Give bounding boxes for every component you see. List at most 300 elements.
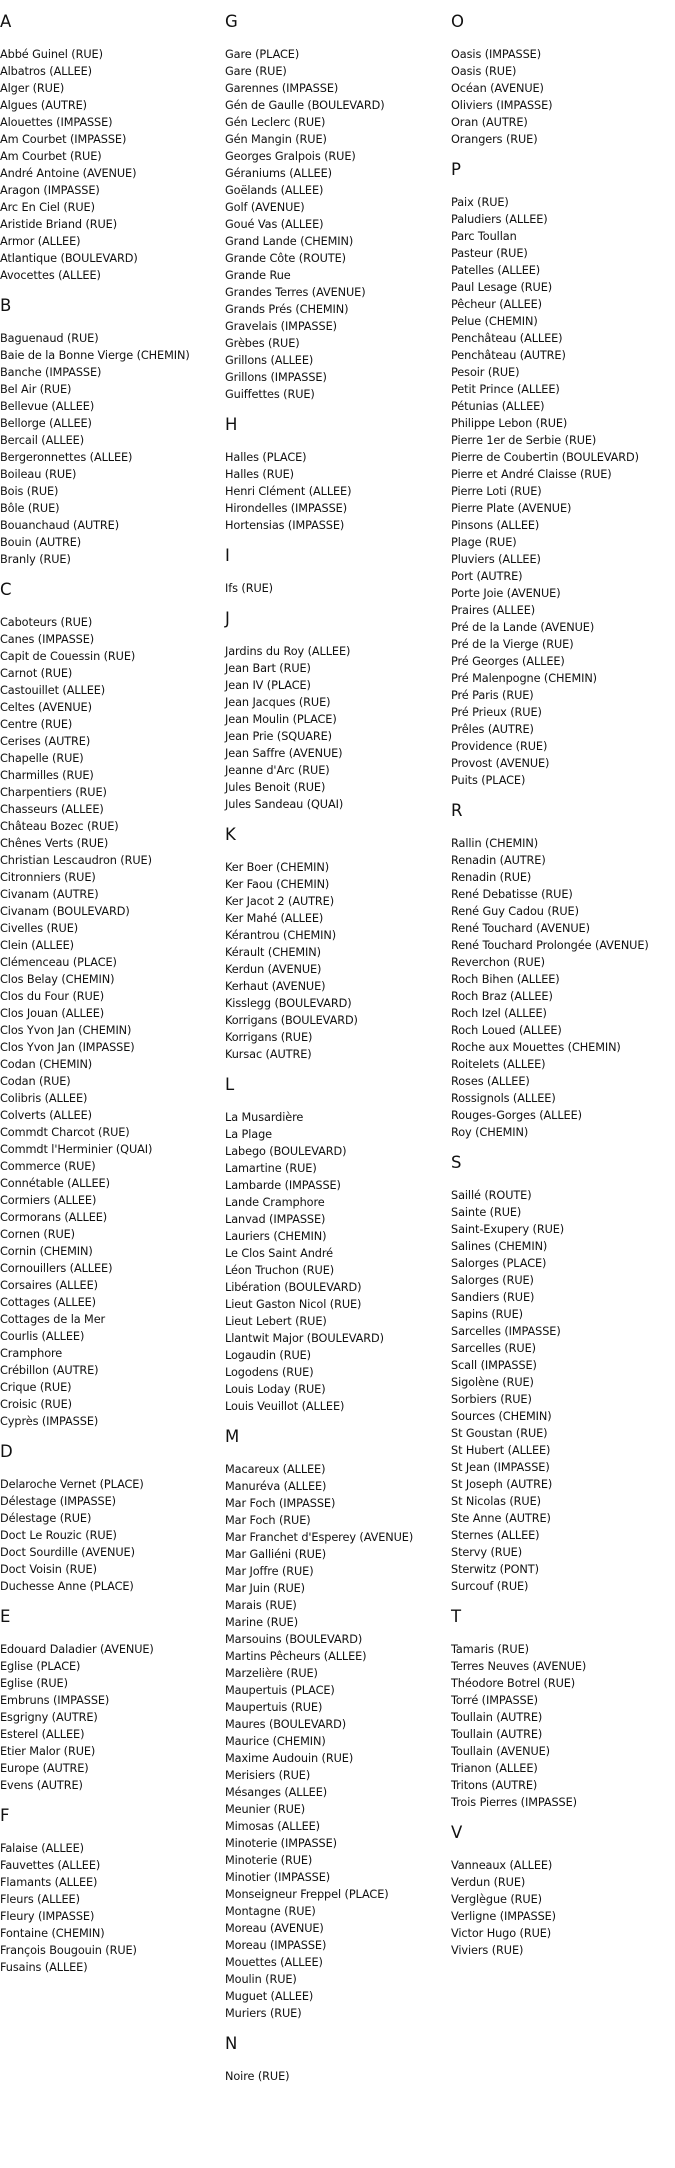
street-entry: Manuréva (ALLEE) [225, 1480, 327, 1493]
street-entry: Cyprès (IMPASSE) [0, 1415, 99, 1428]
street-entry: Banche (IMPASSE) [0, 366, 102, 379]
letter-section [225, 1426, 450, 2022]
street-entry: Rouges-Gorges (ALLEE) [451, 1109, 582, 1122]
index-column [451, 0, 675, 1959]
street-entry: Roche aux Mouettes (CHEMIN) [451, 1041, 621, 1054]
street-entry: Roitelets (ALLEE) [451, 1058, 546, 1071]
street-entry: Clos Yvon Jan (IMPASSE) [0, 1041, 135, 1054]
street-entry: Renadin (RUE) [451, 871, 532, 884]
street-entry: Louis Veuillot (ALLEE) [225, 1400, 345, 1413]
street-entry: Sapins (RUE) [451, 1308, 523, 1321]
street-entry: Jean Prie (SQUARE) [225, 730, 332, 743]
street-entry: Gén Leclerc (RUE) [225, 116, 326, 129]
street-entry: Saint-Exupery (RUE) [451, 1223, 565, 1236]
street-entry: Aristide Briand (RUE) [0, 218, 118, 231]
street-entry: Ste Anne (AUTRE) [451, 1512, 551, 1525]
street-entry: Merisiers (RUE) [225, 1769, 311, 1782]
street-entry: Golf (AVENUE) [225, 201, 305, 214]
street-entry: Roses (ALLEE) [451, 1075, 530, 1088]
street-entry: Kisslegg (BOULEVARD) [225, 997, 352, 1010]
street-entry: Lamartine (RUE) [225, 1162, 317, 1175]
street-entry: Roch Bihen (ALLEE) [451, 973, 560, 986]
street-entry: Grillons (ALLEE) [225, 354, 314, 367]
street-entry: Evens (AUTRE) [0, 1779, 83, 1792]
street-entry: Baguenaud (RUE) [0, 332, 99, 345]
street-entry: Grands Prés (CHEMIN) [225, 303, 349, 316]
street-entry: Jules Benoit (RUE) [225, 781, 326, 794]
street-entry: Am Courbet (IMPASSE) [0, 133, 127, 146]
street-entry: Bois (RUE) [0, 485, 59, 498]
street-entry: Toullain (AUTRE) [451, 1728, 543, 1741]
street-entry: Salines (CHEMIN) [451, 1240, 548, 1253]
street-entry: Connétable (ALLEE) [0, 1177, 110, 1190]
street-entry: Bellevue (ALLEE) [0, 400, 95, 413]
street-entry: Moreau (AVENUE) [225, 1922, 324, 1935]
street-entry: Trianon (ALLEE) [451, 1762, 538, 1775]
street-entry: Pêcheur (ALLEE) [451, 298, 542, 311]
section-letter-heading: I [225, 546, 230, 565]
street-entry: Alouettes (IMPASSE) [0, 116, 113, 129]
street-entry: Penchâteau (AUTRE) [451, 349, 566, 362]
street-entry: Praires (ALLEE) [451, 604, 536, 617]
street-entry: Mar Joffre (RUE) [225, 1565, 314, 1578]
street-entry: Tritons (AUTRE) [451, 1779, 538, 1792]
section-letter-heading: V [451, 1823, 463, 1842]
street-entry: Prêles (AUTRE) [451, 723, 534, 736]
street-entry: Marzelière (RUE) [225, 1667, 318, 1680]
street-entry: St Nicolas (RUE) [451, 1495, 541, 1508]
street-entry: Mimosas (ALLEE) [225, 1820, 320, 1833]
street-entry: Pétunias (ALLEE) [451, 400, 545, 413]
street-entry: Pré de la Lande (AVENUE) [451, 621, 595, 634]
letter-section [225, 11, 450, 403]
street-entry: Algues (AUTRE) [0, 99, 87, 112]
street-entry: Chasseurs (ALLEE) [0, 803, 104, 816]
street-entry: Jean Jacques (RUE) [225, 696, 331, 709]
street-entry: Lande Cramphore [225, 1196, 325, 1209]
street-entry: Pierre 1er de Serbie (RUE) [451, 434, 597, 447]
street-entry: Crébillon (AUTRE) [0, 1364, 99, 1377]
street-entry: Oasis (RUE) [451, 65, 517, 78]
street-entry: Bôle (RUE) [0, 502, 60, 515]
street-entry: Pasteur (RUE) [451, 247, 528, 260]
street-entry: Marais (RUE) [225, 1599, 297, 1612]
street-entry: Edouard Daladier (AVENUE) [0, 1643, 154, 1656]
street-entry: Roch Izel (ALLEE) [451, 1007, 547, 1020]
street-entry: Puits (PLACE) [451, 774, 526, 787]
street-entry: Délestage (IMPASSE) [0, 1495, 116, 1508]
street-entry: Ker Faou (CHEMIN) [225, 878, 330, 891]
street-entry: Bergeronnettes (ALLEE) [0, 451, 133, 464]
street-entry: Mar Foch (IMPASSE) [225, 1497, 336, 1510]
street-entry: Le Clos Saint André [225, 1247, 333, 1260]
street-entry: Pierre de Coubertin (BOULEVARD) [451, 451, 639, 464]
street-entry: Mar Juin (RUE) [225, 1582, 305, 1595]
street-entry: St Jean (IMPASSE) [451, 1461, 550, 1474]
section-letter-heading: N [225, 2034, 238, 2053]
street-entry: Corsaires (ALLEE) [0, 1279, 98, 1292]
section-letter-heading: F [0, 1806, 10, 1825]
section-letter-heading: O [451, 12, 464, 31]
street-entry: Jardins du Roy (ALLEE) [225, 645, 351, 658]
street-entry: La Plage [225, 1128, 273, 1141]
street-entry: Grèbes (RUE) [225, 337, 300, 350]
street-entry: René Debatisse (RUE) [451, 888, 573, 901]
street-entry: Tamaris (RUE) [451, 1643, 529, 1656]
street-entry: Porte Joie (AVENUE) [451, 587, 561, 600]
letter-section [225, 824, 450, 1063]
street-entry: Guiffettes (RUE) [225, 388, 315, 401]
street-entry: Reverchon (RUE) [451, 956, 545, 969]
street-entry: Pré de la Vierge (RUE) [451, 638, 574, 651]
street-entry: Sorbiers (RUE) [451, 1393, 532, 1406]
street-entry: François Bougouin (RUE) [0, 1944, 137, 1957]
street-entry: Roy (CHEMIN) [451, 1126, 529, 1139]
street-entry: Maupertuis (RUE) [225, 1701, 323, 1714]
street-entry: Muguet (ALLEE) [225, 1990, 314, 2003]
street-entry: Verdun (RUE) [451, 1876, 526, 1889]
letter-section [225, 414, 450, 534]
street-entry: Clos Yvon Jan (CHEMIN) [0, 1024, 132, 1037]
street-entry: Doct Voisin (RUE) [0, 1563, 97, 1576]
street-entry: Océan (AVENUE) [451, 82, 544, 95]
section-letter-heading: A [0, 12, 12, 31]
street-entry: Lambarde (IMPASSE) [225, 1179, 341, 1192]
street-entry: Gravelais (IMPASSE) [225, 320, 337, 333]
street-entry: Celtes (AVENUE) [0, 701, 92, 714]
street-entry: Lanvad (IMPASSE) [225, 1213, 326, 1226]
street-entry: St Joseph (AUTRE) [451, 1478, 553, 1491]
street-entry: Crique (RUE) [0, 1381, 72, 1394]
section-letter-heading: H [225, 415, 238, 434]
street-entry: Cramphore [0, 1347, 63, 1360]
street-entry: Mar Franchet d'Esperey (AVENUE) [225, 1531, 414, 1544]
section-letter-heading: G [225, 12, 238, 31]
street-entry: Civelles (RUE) [0, 922, 79, 935]
street-entry: Grand Lande (CHEMIN) [225, 235, 354, 248]
street-entry: Grande Côte (ROUTE) [225, 252, 346, 265]
street-entry: Marsouins (BOULEVARD) [225, 1633, 363, 1646]
street-entry: Centre (RUE) [0, 718, 73, 731]
street-entry: La Musardière [225, 1111, 304, 1124]
street-entry: Grandes Terres (AVENUE) [225, 286, 366, 299]
street-entry: Toullain (AUTRE) [451, 1711, 543, 1724]
street-entry: Commdt Charcot (RUE) [0, 1126, 130, 1139]
street-entry: Verligne (IMPASSE) [451, 1910, 556, 1923]
section-letter-heading: C [0, 580, 12, 599]
street-entry: Léon Truchon (RUE) [225, 1264, 335, 1277]
street-entry: Gare (RUE) [225, 65, 287, 78]
letter-section [0, 1441, 222, 1595]
street-entry: Eglise (PLACE) [0, 1660, 81, 1673]
street-entry: Clémenceau (PLACE) [0, 956, 117, 969]
street-entry: René Touchard Prolongée (AVENUE) [451, 939, 649, 952]
street-entry: Codan (CHEMIN) [0, 1058, 93, 1071]
section-letter-heading: L [225, 1075, 235, 1094]
street-entry: Goué Vas (ALLEE) [225, 218, 324, 231]
street-entry: Ker Mahé (ALLEE) [225, 912, 324, 925]
section-letter-heading: T [451, 1607, 462, 1626]
street-entry: Pré Malenpogne (CHEMIN) [451, 672, 597, 685]
street-entry: Fusains (ALLEE) [0, 1961, 88, 1974]
street-entry: Muriers (RUE) [225, 2007, 302, 2020]
street-entry: Jean Moulin (PLACE) [225, 713, 337, 726]
street-entry: Stervy (RUE) [451, 1546, 523, 1559]
street-entry: Sigolène (RUE) [451, 1376, 534, 1389]
letter-section [451, 1822, 675, 1959]
street-entry: Logodens (RUE) [225, 1366, 314, 1379]
street-entry: Jeanne d'Arc (RUE) [225, 764, 330, 777]
street-entry: Minoterie (RUE) [225, 1854, 313, 1867]
street-entry: Jean Saffre (AVENUE) [225, 747, 343, 760]
street-entry: Garennes (IMPASSE) [225, 82, 339, 95]
street-entry: Goëlands (ALLEE) [225, 184, 324, 197]
street-entry: Gare (PLACE) [225, 48, 300, 61]
street-entry: Pierre Plate (AVENUE) [451, 502, 572, 515]
street-entry: Commerce (RUE) [0, 1160, 96, 1173]
street-entry: Ifs (RUE) [225, 582, 273, 595]
street-entry: Colibris (ALLEE) [0, 1092, 88, 1105]
street-entry: Sources (CHEMIN) [451, 1410, 552, 1423]
street-entry: Scall (IMPASSE) [451, 1359, 537, 1372]
street-entry: Mar Galliéni (RUE) [225, 1548, 327, 1561]
street-entry: Labego (BOULEVARD) [225, 1145, 347, 1158]
street-entry: Martins Pêcheurs (ALLEE) [225, 1650, 367, 1663]
street-entry: Pré Prieux (RUE) [451, 706, 542, 719]
street-entry: Pierre Loti (RUE) [451, 485, 542, 498]
street-entry: Lauriers (CHEMIN) [225, 1230, 327, 1243]
letter-section [225, 1074, 450, 1415]
street-entry: Fleury (IMPASSE) [0, 1910, 95, 1923]
street-entry: Ker Boer (CHEMIN) [225, 861, 330, 874]
street-entry: Fauvettes (ALLEE) [0, 1859, 101, 1872]
street-entry: Chapelle (RUE) [0, 752, 84, 765]
street-entry: Sarcelles (IMPASSE) [451, 1325, 561, 1338]
street-entry: Atlantique (BOULEVARD) [0, 252, 138, 265]
street-entry: Citronniers (RUE) [0, 871, 96, 884]
street-entry: Philippe Lebon (RUE) [451, 417, 568, 430]
section-letter-heading: D [0, 1442, 13, 1461]
section-letter-heading: R [451, 801, 463, 820]
street-entry: Esgrigny (AUTRE) [0, 1711, 98, 1724]
section-letter-heading: K [225, 825, 236, 844]
street-entry: Sarcelles (RUE) [451, 1342, 536, 1355]
street-entry: Carnot (RUE) [0, 667, 73, 680]
street-entry: Cormiers (ALLEE) [0, 1194, 97, 1207]
street-entry: Parc Toullan [451, 230, 517, 243]
letter-section [451, 1152, 675, 1595]
street-entry: Codan (RUE) [0, 1075, 71, 1088]
street-entry: Libération (BOULEVARD) [225, 1281, 362, 1294]
street-entry: Mouettes (ALLEE) [225, 1956, 323, 1969]
street-entry: Civanam (BOULEVARD) [0, 905, 130, 918]
street-entry: Victor Hugo (RUE) [451, 1927, 552, 1940]
street-entry: Trois Pierres (IMPASSE) [451, 1796, 577, 1809]
street-entry: Hirondelles (IMPASSE) [225, 502, 348, 515]
street-entry: St Hubert (ALLEE) [451, 1444, 551, 1457]
street-entry: Sainte (RUE) [451, 1206, 522, 1219]
street-entry: Bellorge (ALLEE) [0, 417, 92, 430]
street-entry: Gén de Gaulle (BOULEVARD) [225, 99, 385, 112]
street-entry: Bel Air (RUE) [0, 383, 72, 396]
street-entry: Chênes Verts (RUE) [0, 837, 109, 850]
street-entry: Géraniums (ALLEE) [225, 167, 332, 180]
letter-section [225, 545, 450, 597]
street-entry: Paludiers (ALLEE) [451, 213, 548, 226]
street-entry: Montagne (RUE) [225, 1905, 316, 1918]
street-entry: Halles (RUE) [225, 468, 294, 481]
street-entry: Duchesse Anne (PLACE) [0, 1580, 134, 1593]
street-entry: Fontaine (CHEMIN) [0, 1927, 105, 1940]
street-entry: Colverts (ALLEE) [0, 1109, 92, 1122]
street-entry: Bouin (AUTRE) [0, 536, 82, 549]
street-entry: Avocettes (ALLEE) [0, 269, 101, 282]
letter-section [451, 1606, 675, 1811]
street-entry: Capit de Couessin (RUE) [0, 650, 136, 663]
street-entry: Maxime Audouin (RUE) [225, 1752, 354, 1765]
street-entry: Lieut Gaston Nicol (RUE) [225, 1298, 362, 1311]
street-entry: Lieut Lebert (RUE) [225, 1315, 327, 1328]
street-entry: Maures (BOULEVARD) [225, 1718, 347, 1731]
street-entry: Minotier (IMPASSE) [225, 1871, 331, 1884]
street-entry: Charpentiers (RUE) [0, 786, 107, 799]
street-entry: Grillons (IMPASSE) [225, 371, 327, 384]
street-entry: Clein (ALLEE) [0, 939, 74, 952]
street-entry: St Goustan (RUE) [451, 1427, 548, 1440]
street-entry: Mésanges (ALLEE) [225, 1786, 328, 1799]
letter-section [0, 295, 222, 568]
street-entry: André Antoine (AVENUE) [0, 167, 137, 180]
street-entry: Pré Paris (RUE) [451, 689, 534, 702]
street-entry: Minoterie (IMPASSE) [225, 1837, 337, 1850]
section-letter-heading: S [451, 1153, 462, 1172]
street-entry: Maupertuis (PLACE) [225, 1684, 335, 1697]
letter-section [225, 2033, 450, 2085]
street-entry: Korrigans (BOULEVARD) [225, 1014, 358, 1027]
street-entry: Château Bozec (RUE) [0, 820, 119, 833]
street-entry: Renadin (AUTRE) [451, 854, 546, 867]
street-entry: Saillé (ROUTE) [451, 1189, 532, 1202]
street-entry: Délestage (RUE) [0, 1512, 92, 1525]
street-entry: Cerises (AUTRE) [0, 735, 91, 748]
street-entry: Baie de la Bonne Vierge (CHEMIN) [0, 349, 190, 362]
street-entry: Clos Belay (CHEMIN) [0, 973, 115, 986]
street-entry: Bercail (ALLEE) [0, 434, 85, 447]
street-entry: Llantwit Major (BOULEVARD) [225, 1332, 384, 1345]
street-entry: Esterel (ALLEE) [0, 1728, 85, 1741]
section-letter-heading: M [225, 1427, 240, 1446]
letter-section [451, 11, 675, 148]
street-entry: Providence (RUE) [451, 740, 548, 753]
street-entry: Sternes (ALLEE) [451, 1529, 540, 1542]
letter-section [451, 800, 675, 1141]
street-entry: Pinsons (ALLEE) [451, 519, 540, 532]
street-entry: Meunier (RUE) [225, 1803, 306, 1816]
street-entry: Provost (AVENUE) [451, 757, 550, 770]
street-entry: Kérault (CHEMIN) [225, 946, 321, 959]
street-entry: Rallin (CHEMIN) [451, 837, 539, 850]
street-entry: Georges Gralpois (RUE) [225, 150, 356, 163]
street-entry: Théodore Botrel (RUE) [451, 1677, 576, 1690]
street-entry: Oliviers (IMPASSE) [451, 99, 553, 112]
street-entry: Doct Sourdille (AVENUE) [0, 1546, 135, 1559]
street-entry: Viviers (RUE) [451, 1944, 524, 1957]
section-letter-heading: E [0, 1607, 11, 1626]
street-entry: René Touchard (AVENUE) [451, 922, 590, 935]
street-entry: Bouanchaud (AUTRE) [0, 519, 120, 532]
section-letter-heading: J [225, 609, 230, 628]
street-entry: Europe (AUTRE) [0, 1762, 89, 1775]
street-entry: Cornouillers (ALLEE) [0, 1262, 113, 1275]
street-entry: Pré Georges (ALLEE) [451, 655, 565, 668]
street-entry: Aragon (IMPASSE) [0, 184, 100, 197]
street-entry: Gén Mangin (RUE) [225, 133, 327, 146]
street-entry: Terres Neuves (AVENUE) [451, 1660, 587, 1673]
street-entry: Embruns (IMPASSE) [0, 1694, 110, 1707]
street-entry: Cormorans (ALLEE) [0, 1211, 108, 1224]
street-entry: Branly (RUE) [0, 553, 71, 566]
street-entry: Henri Clément (ALLEE) [225, 485, 352, 498]
street-entry: Canes (IMPASSE) [0, 633, 95, 646]
street-entry: Torré (IMPASSE) [451, 1694, 538, 1707]
street-entry: Noire (RUE) [225, 2070, 290, 2083]
street-entry: Monseigneur Freppel (PLACE) [225, 1888, 389, 1901]
street-entry: Civanam (AUTRE) [0, 888, 99, 901]
street-entry: Plage (RUE) [451, 536, 517, 549]
street-entry: Maurice (CHEMIN) [225, 1735, 326, 1748]
street-entry: Arc En Ciel (RUE) [0, 201, 95, 214]
street-entry: Kerdun (AVENUE) [225, 963, 322, 976]
street-entry: Commdt l'Herminier (QUAI) [0, 1143, 153, 1156]
street-entry: Boileau (RUE) [0, 468, 77, 481]
street-entry: René Guy Cadou (RUE) [451, 905, 579, 918]
street-entry: Clos du Four (RUE) [0, 990, 105, 1003]
street-entry: Kerhaut (AVENUE) [225, 980, 326, 993]
street-entry: Logaudin (RUE) [225, 1349, 311, 1362]
street-entry: Clos Jouan (ALLEE) [0, 1007, 105, 1020]
letter-section [0, 579, 222, 1430]
street-entry: Petit Prince (ALLEE) [451, 383, 560, 396]
street-entry: Marine (RUE) [225, 1616, 299, 1629]
street-entry: Sandiers (RUE) [451, 1291, 535, 1304]
street-entry: Cornen (RUE) [0, 1228, 75, 1241]
street-entry: Pelue (CHEMIN) [451, 315, 538, 328]
street-entry: Surcouf (RUE) [451, 1580, 529, 1593]
street-entry: Patelles (ALLEE) [451, 264, 541, 277]
section-letter-heading: P [451, 160, 461, 179]
street-entry: Charmilles (RUE) [0, 769, 94, 782]
street-entry: Oran (AUTRE) [451, 116, 528, 129]
letter-section [225, 608, 450, 813]
street-entry: Abbé Guinel (RUE) [0, 48, 103, 61]
street-entry: Moreau (IMPASSE) [225, 1939, 327, 1952]
street-entry: Croisic (RUE) [0, 1398, 72, 1411]
street-entry: Rossignols (ALLEE) [451, 1092, 556, 1105]
street-entry: Pluviers (ALLEE) [451, 553, 541, 566]
street-entry: Halles (PLACE) [225, 451, 307, 464]
street-entry: Jules Sandeau (QUAI) [225, 798, 344, 811]
street-entry: Grande Rue [225, 269, 291, 282]
street-entry: Vanneaux (ALLEE) [451, 1859, 553, 1872]
street-entry: Delaroche Vernet (PLACE) [0, 1478, 144, 1491]
street-entry: Albatros (ALLEE) [0, 65, 92, 78]
section-letter-heading: B [0, 296, 12, 315]
street-entry: Falaise (ALLEE) [0, 1842, 84, 1855]
street-entry: Verglègue (RUE) [451, 1893, 542, 1906]
street-entry: Doct Le Rouzic (RUE) [0, 1529, 117, 1542]
letter-section [0, 11, 222, 284]
street-entry: Alger (RUE) [0, 82, 65, 95]
